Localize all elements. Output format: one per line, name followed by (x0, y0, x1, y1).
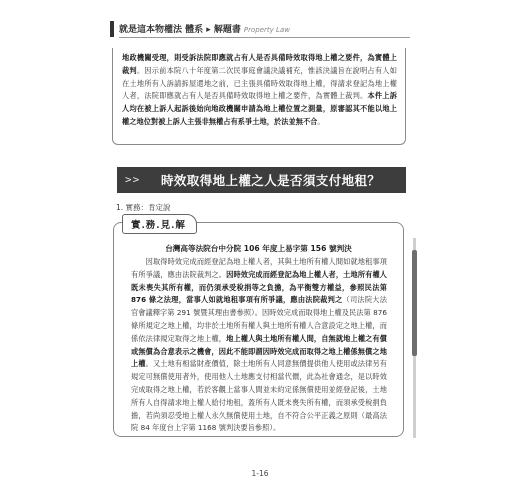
practice-view-label: 1. 實務：肯定說 (116, 203, 171, 212)
case-box (113, 222, 404, 437)
case-body: 因取得時效完成而經登記為地上權人者，其與土地所有權人間如就地租事項有所爭議，應由法院裁判之。因時效完成而經登記為地上權人者，土地所有權人既未喪失其所有權，而仍須承受稅捐等之負擔，為平衡雙方權益，參照民法第 876 條之法理，當事人如就地租事項有所爭議，應由法院裁判之（司法院大法官會議釋字第 291 號暨其理由書參照）。因時效完成而取得地上權及民法第 876 條所規定之地上權，均非於土地所有權人與土地所有權人合意設定之地上權，而係依法律規定取得之地上權，地上權人與土地所有權人間，自無就地上權之有償或無償為合意表示之機會，因此不能即謂因時效完成而取得之地上權係無償之地上權。又土地有相當財產價值，除土地所有人同意無價提供他人使用或法律另有規定可無償使用者外，使用他人土地應支付相當代價，此為社會通念，是以時效完成取得之地上權，若於客觀上當事人間並未約定係無償使用並經登記後，土地所有人自得請求地上權人給付地租，蓋所有人既未喪失所有權，而須承受稅捐負擔，若尚須忍受地上權人永久無償使用土地，自不符合公平正義之原則（最高法院 84 年度台上字第 1168 號判決要旨參照）。 (131, 257, 388, 433)
emph-2: 本件上訴人均在被上訴人起訴後始向地政機關申請為地上權位置之測量，原審認其不能以地上權之地位對被上訴人主張非無權占有系爭土地，於法並無不合 (122, 91, 398, 126)
double-chevron-icon: >> (125, 173, 141, 186)
continued-text-box (112, 48, 406, 145)
case-box-tab: 實.務.見.解 (122, 214, 197, 234)
header-rule (119, 37, 410, 38)
header-subtitle: Property Law (243, 26, 290, 34)
header-title-text: 就是這本物權法 體系 ▸ 解題書 (119, 25, 241, 35)
case-heading: 台灣高等法院台中分院 106 年度上易字第 156 號判決 (165, 244, 352, 253)
emph-3: 因時效完成而經登記為地上權人者，土地所有權人既未喪失其所有權，而仍須承受稅捐等之負擔，為平衡雙方權益，參照民法第 876 條之法理，當事人如就地租事項有所爭議，應由法院裁判之 (131, 269, 388, 305)
emph-4: 地上權人與土地所有權人間，自無就地上權之有償或無償為合意表示之機會，因此不能即謂因時效完成而取得之地上權係無償之地上權 (131, 333, 388, 369)
continued-paragraph: 地政機關受理，則受訴法院即應就占有人是否具備時效取得地上權之要件，為實體上裁判。因示前本院八十年度第二次民事庭會議決議補充，惟該決議旨在說明占有人如在土地所有人訴請拆屋還地之前，已主張具備時效取得地上權，得請求登記為地上權人者，法院即應就占有人是否具備時效取得地上權之要件，為實體上裁判。本件上訴人均在被上訴人起訴後始向地政機關申請為地上權位置之測量，原審認其不能以地上權之地位對被上訴人主張非無權占有系爭土地，於法並無不合。 (122, 53, 398, 126)
emph-1: 地政機關受理，則受訴法院即應就占有人是否具備時效取得地上權之要件，為實體上裁判 (122, 53, 397, 75)
running-header (110, 18, 410, 40)
header-title (119, 22, 290, 35)
section-title: 時效取得地上權之人是否須支付地租？ (161, 173, 381, 188)
page-number: 1-16 (251, 469, 269, 478)
side-rail-marker (412, 250, 417, 356)
section-banner (117, 167, 406, 193)
header-marker (110, 21, 114, 37)
